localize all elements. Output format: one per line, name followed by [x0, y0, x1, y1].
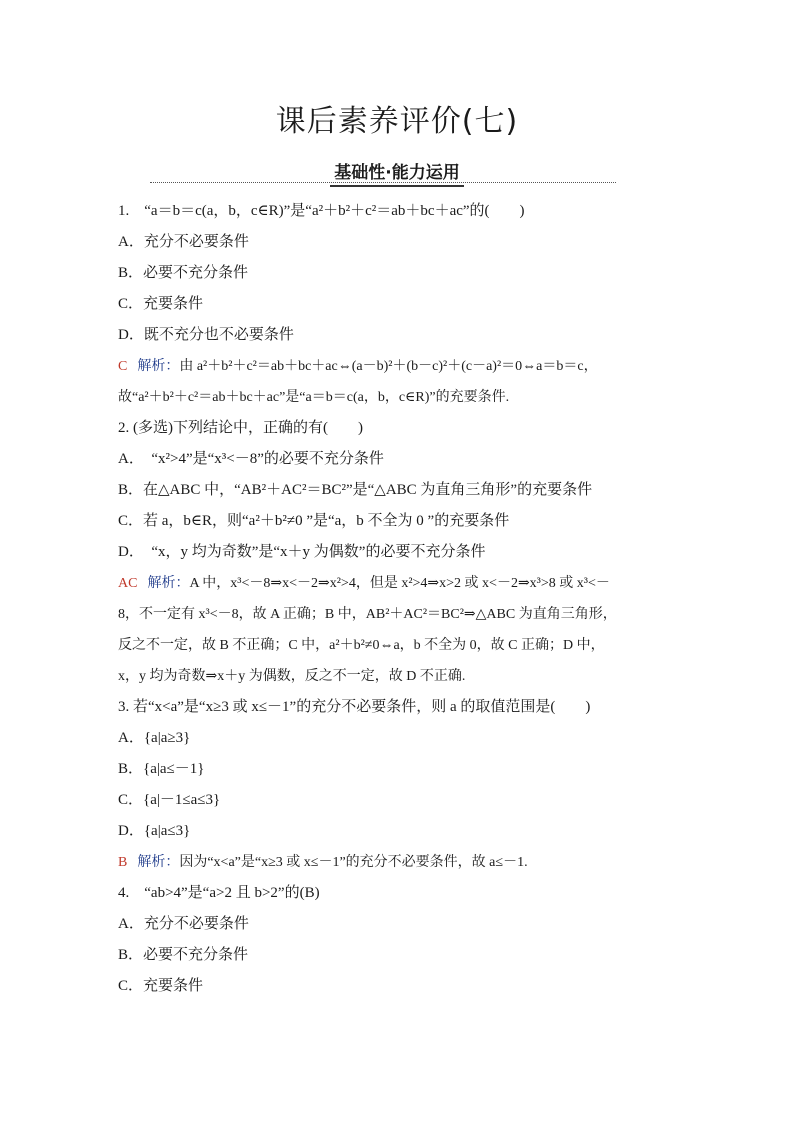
section-heading: 基础性·能力运用 [0, 158, 794, 187]
question-2-option-c: C．若 a，b∈R，则“a²＋b²≠0 ”是“a，b 不全为 0 ”的充要条件 [118, 513, 510, 529]
question-2-option-d: D． “x，y 均为奇数”是“x＋y 为偶数”的必要不充分条件 [118, 544, 486, 560]
question-1-analysis-cont: 故“a²＋b²＋c²＝ab＋bc＋ac”是“a＝b＝c(a，b，c∈R)”的充要条件. [118, 390, 510, 405]
analysis-label: 解析： [137, 855, 180, 870]
analysis-text: 因为“x<a”是“x≥3 或 x≤－1”的充分不必要条件，故 a≤－1. [179, 855, 528, 870]
question-list [118, 196, 678, 1002]
question-1-option-b: B．必要不充分条件 [118, 265, 249, 281]
question-4-stem: 4. “ab>4”是“a>2 且 b>2”的(B) [118, 885, 320, 901]
question-3-option-c: C．{a|－1≤a≤3} [118, 792, 221, 808]
analysis-label: 解析： [147, 576, 190, 591]
question-1-stem: 1. “a＝b＝c(a，b，c∈R)”是“a²＋b²＋c²＝ab＋bc＋ac”的( ) [118, 203, 525, 219]
analysis-label: 解析： [137, 359, 180, 374]
question-4-option-c: C．充要条件 [118, 978, 204, 994]
question-4-option-b: B．必要不充分条件 [118, 947, 249, 963]
question-1-option-a: A．充分不必要条件 [118, 234, 249, 250]
question-2-analysis-cont: 反之不一定，故 B 不正确；C 中，a²＋b²≠0⇔a，b 不全为 0，故 C 正确；D 中， [118, 638, 605, 653]
answer-badge: AC [118, 576, 138, 591]
page-title: 课后素养评价(七) [275, 104, 519, 139]
question-2-stem: 2. (多选)下列结论中，正确的有( ) [118, 420, 363, 436]
question-2-analysis-cont: x，y 均为奇数⇒x＋y 为偶数，反之不一定，故 D 不正确. [118, 669, 466, 684]
question-4-option-a: A．充分不必要条件 [118, 916, 249, 932]
question-3-option-a: A．{a|a≥3} [118, 730, 191, 746]
question-2-analysis [118, 568, 678, 599]
question-2-analysis-cont: 8，不一定有 x³<－8，故 A 正确；B 中，AB²＋AC²＝BC²⇒△ABC 为直角三角形， [118, 607, 617, 622]
question-3-stem: 3. 若“x<a”是“x≥3 或 x≤－1”的充分不必要条件，则 a 的取值范围是( ) [118, 699, 591, 715]
question-1-option-d: D．既不充分也不必要条件 [118, 327, 294, 343]
question-1-option-c: C．充要条件 [118, 296, 204, 312]
question-3-analysis [118, 847, 678, 878]
analysis-text: A 中，x³<－8⇒x<－2⇒x²>4，但是 x²>4⇒x>2 或 x<－2⇒x³>8 或 x³<－ [189, 576, 610, 591]
question-3-option-b: B．{a|a≤－1} [118, 761, 205, 777]
question-2-option-b: B．在△ABC 中，“AB²＋AC²＝BC²”是“△ABC 为直角三角形”的充要条件 [118, 482, 593, 498]
answer-badge: C [118, 359, 128, 374]
dotted-divider [150, 182, 616, 183]
question-2-option-a: A． “x²>4”是“x³<－8”的必要不充分条件 [118, 451, 384, 467]
question-3-option-d: D．{a|a≤3} [118, 823, 191, 839]
question-1-analysis [118, 351, 678, 382]
analysis-text: 由 a²＋b²＋c²＝ab＋bc＋ac⇔(a－b)²＋(b－c)²＋(c－a)²＝0⇔a＝b＝c， [179, 359, 598, 374]
answer-badge: B [118, 855, 128, 870]
